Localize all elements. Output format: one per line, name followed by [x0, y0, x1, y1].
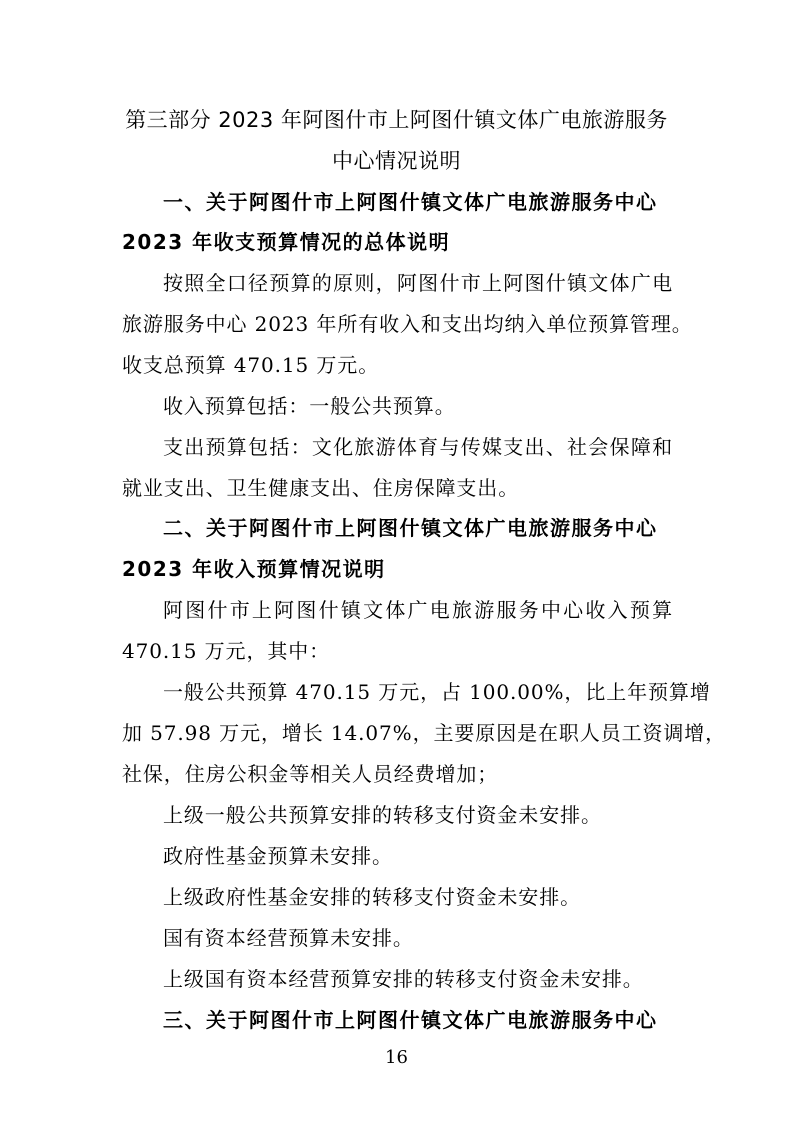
- paragraph-line: 上级政府性基金安排的转移支付资金未安排。: [163, 885, 581, 909]
- paragraph-line: 支出预算包括：文化旅游体育与传媒支出、社会保障和: [163, 435, 673, 459]
- paragraph-line: 阿图什市上阿图什镇文体广电旅游服务中心收入预算: [163, 598, 673, 622]
- paragraph-line: 收入预算包括：一般公共预算。: [163, 394, 456, 418]
- paragraph-line: 收支总预算 470.15 万元。: [122, 353, 380, 377]
- paragraph-line: 上级国有资本经营预算安排的转移支付资金未安排。: [163, 967, 644, 991]
- page-title-line-2: 中心情况说明: [332, 149, 461, 173]
- section-1-heading-line-1: 一、关于阿图什市上阿图什镇文体广电旅游服务中心: [163, 190, 658, 214]
- paragraph-line: 社保，住房公积金等相关人员经费增加；: [122, 762, 499, 786]
- paragraph-line: 上级一般公共预算安排的转移支付资金未安排。: [163, 803, 602, 827]
- paragraph-line: 470.15 万元，其中：: [122, 639, 331, 663]
- section-1-heading-line-2: 2023 年收支预算情况的总体说明: [122, 230, 451, 254]
- paragraph-line: 就业支出、卫生健康支出、住房保障支出。: [122, 476, 520, 500]
- paragraph-line: 按照全口径预算的原则，阿图什市上阿图什镇文体广电: [163, 271, 673, 295]
- paragraph-line: 旅游服务中心 2023 年所有收入和支出均纳入单位预算管理。: [122, 312, 693, 336]
- section-2-heading-line-1: 二、关于阿图什市上阿图什镇文体广电旅游服务中心: [163, 516, 658, 540]
- paragraph-line: 政府性基金预算未安排。: [163, 844, 393, 868]
- section-3-heading-line-1: 三、关于阿图什市上阿图什镇文体广电旅游服务中心: [163, 1008, 658, 1032]
- section-2-heading-line-2: 2023 年收入预算情况说明: [122, 557, 386, 581]
- page-number: 16: [385, 1047, 408, 1068]
- page-title-line-1: 第三部分 2023 年阿图什市上阿图什镇文体广电旅游服务: [125, 108, 668, 132]
- paragraph-line: 一般公共预算 470.15 万元，占 100.00%，比上年预算增: [163, 680, 711, 704]
- paragraph-line: 加 57.98 万元，增长 14.07%，主要原因是在职人员工资调增，: [122, 721, 727, 745]
- paragraph-line: 国有资本经营预算未安排。: [163, 926, 414, 950]
